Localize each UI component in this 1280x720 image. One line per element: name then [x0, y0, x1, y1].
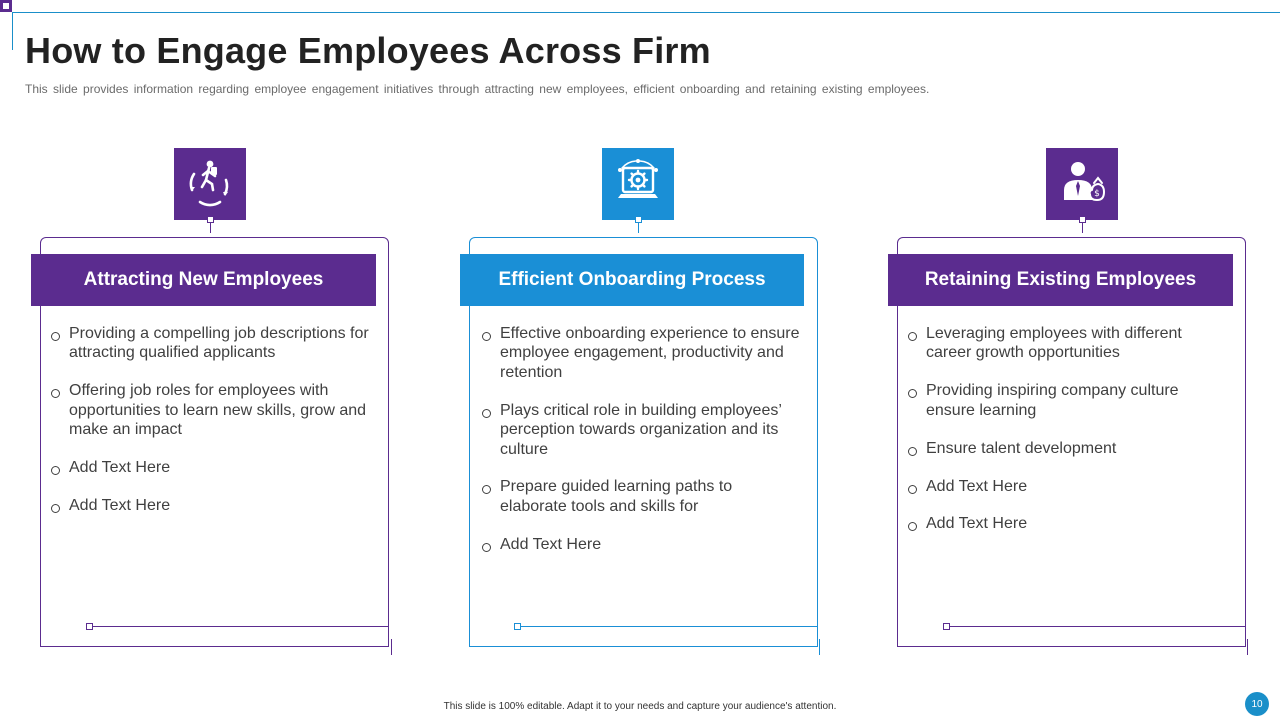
list-item: Providing inspiring company culture ensure learning — [907, 381, 1227, 420]
list-item: Add Text Here — [50, 458, 370, 477]
card-bottom-tick — [1247, 639, 1248, 655]
connector-node — [635, 216, 642, 223]
page-number-badge: 10 — [1245, 692, 1269, 716]
slide-subtitle: This slide provides information regarding employee engagement initiatives through attracting new employees, efficient onboarding and retaining existing employees. — [25, 82, 930, 96]
top-border-line — [12, 12, 1280, 13]
corner-square-decoration — [0, 0, 12, 12]
card-bottom-tick — [819, 639, 820, 655]
list-item: Plays critical role in building employees’ perception towards organization and its culture — [481, 401, 801, 459]
list-item: Prepare guided learning paths to elaborate tools and skills for — [481, 477, 801, 516]
card-header-retaining: Retaining Existing Employees — [888, 254, 1233, 306]
card-bottom-line — [949, 626, 1246, 627]
businessman-money-bag-icon — [1046, 148, 1118, 220]
left-tick-line — [12, 12, 13, 50]
laptop-gear-icon — [602, 148, 674, 220]
slide-title: How to Engage Employees Across Firm — [25, 30, 711, 71]
list-item: Add Text Here — [907, 514, 1227, 533]
walking-person-cycle-icon — [174, 148, 246, 220]
list-item: Providing a compelling job descriptions for attracting qualified applicants — [50, 324, 370, 363]
list-item: Add Text Here — [907, 477, 1227, 496]
card-list-onboarding — [481, 324, 801, 573]
card-bottom-tick — [391, 639, 392, 655]
card-bottom-node — [86, 623, 93, 630]
connector-node — [207, 216, 214, 223]
card-bottom-node — [514, 623, 521, 630]
card-bottom-line — [92, 626, 389, 627]
card-list-attracting — [50, 324, 370, 534]
list-item: Effective onboarding experience to ensure employee engagement, productivity and retention — [481, 324, 801, 382]
list-item: Leveraging employees with different career growth opportunities — [907, 324, 1227, 363]
card-bottom-node — [943, 623, 950, 630]
connector-node — [1079, 216, 1086, 223]
card-bottom-line — [521, 626, 818, 627]
card-header-attracting: Attracting New Employees — [31, 254, 376, 306]
card-header-onboarding: Efficient Onboarding Process — [460, 254, 804, 306]
list-item: Add Text Here — [481, 535, 801, 554]
card-list-retaining — [907, 324, 1227, 552]
list-item: Add Text Here — [50, 496, 370, 515]
list-item: Offering job roles for employees with opportunities to learn new skills, grow and make an impact — [50, 381, 370, 439]
svg-text:$: $ — [1094, 189, 1100, 199]
slide-footer: This slide is 100% editable. Adapt it to your needs and capture your audience's attention. — [443, 701, 837, 712]
list-item: Ensure talent development — [907, 439, 1227, 458]
